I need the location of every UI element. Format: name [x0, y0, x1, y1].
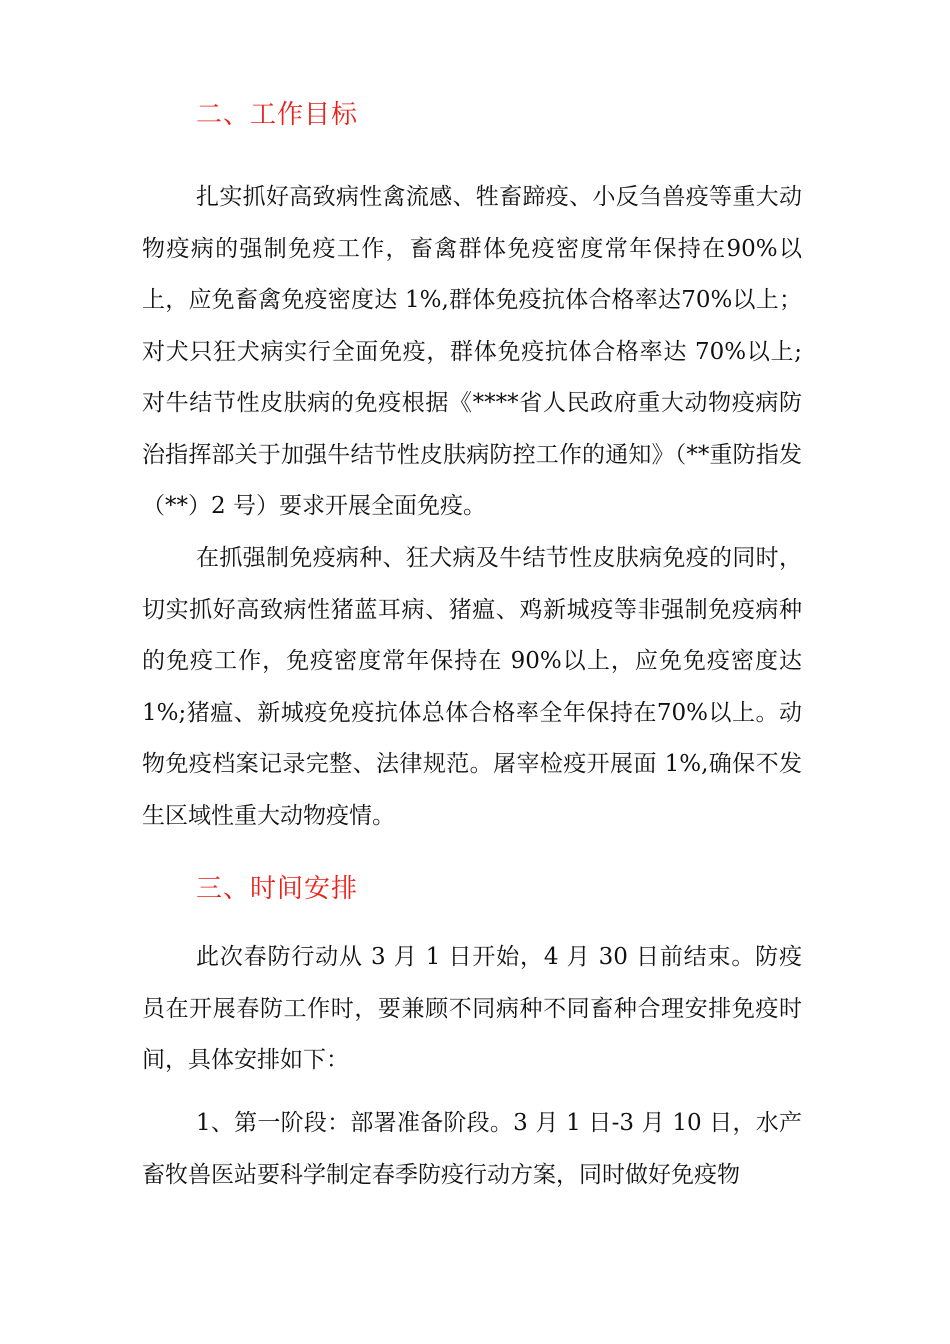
section-heading-schedule: 三、时间安排 [196, 874, 359, 904]
paragraph-schedule-1: 此次春防行动从 3 月 1 日开始，4 月 30 日前结束。防疫员在开展春防工作时，要兼顾不同病种不同畜种合理安排免疫时间，具体安排如下： [142, 944, 802, 1073]
paragraph-work-goals-1: 扎实抓好高致病性禽流感、牲畜蹄疫、小反刍兽疫等重大动物疫病的强制免疫工作，畜禽群体免疫密度常年保持在90%以上，应免畜禽免疫密度达 1%,群体免疫抗体合格率达70%以上；对犬只狂犬病实行全面免疫，群体免疫抗体合格率达 70%以上;对牛结节性皮肤病的免疫根据《****省人民政府重大动物疫病防治指挥部关于加强牛结节性皮肤病防控工作的通知》（**重防指发（**）2 号）要求开展全面免疫。 [142, 184, 802, 519]
paragraph-schedule-2: 1、第一阶段：部署准备阶段。3 月 1 日-3 月 10 日，水产畜牧兽医站要科学制定春季防疫行动方案，同时做好免疫物 [142, 1110, 802, 1188]
section-heading-work-goals: 二、工作目标 [196, 100, 359, 130]
paragraph-work-goals-2: 在抓强制免疫病种、狂犬病及牛结节性皮肤病免疫的同时，切实抓好高致病性猪蓝耳病、猪瘟、鸡新城疫等非强制免疫病种的免疫工作，免疫密度常年保持在 90%以上，应免免疫密度达 1%;猪瘟、新城疫免疫抗体总体合格率全年保持在70%以上。动物免疫档案记录完整、法律规范。屠宰检疫开展面 1%,确保不发生区域性重大动物疫情。 [142, 545, 802, 829]
